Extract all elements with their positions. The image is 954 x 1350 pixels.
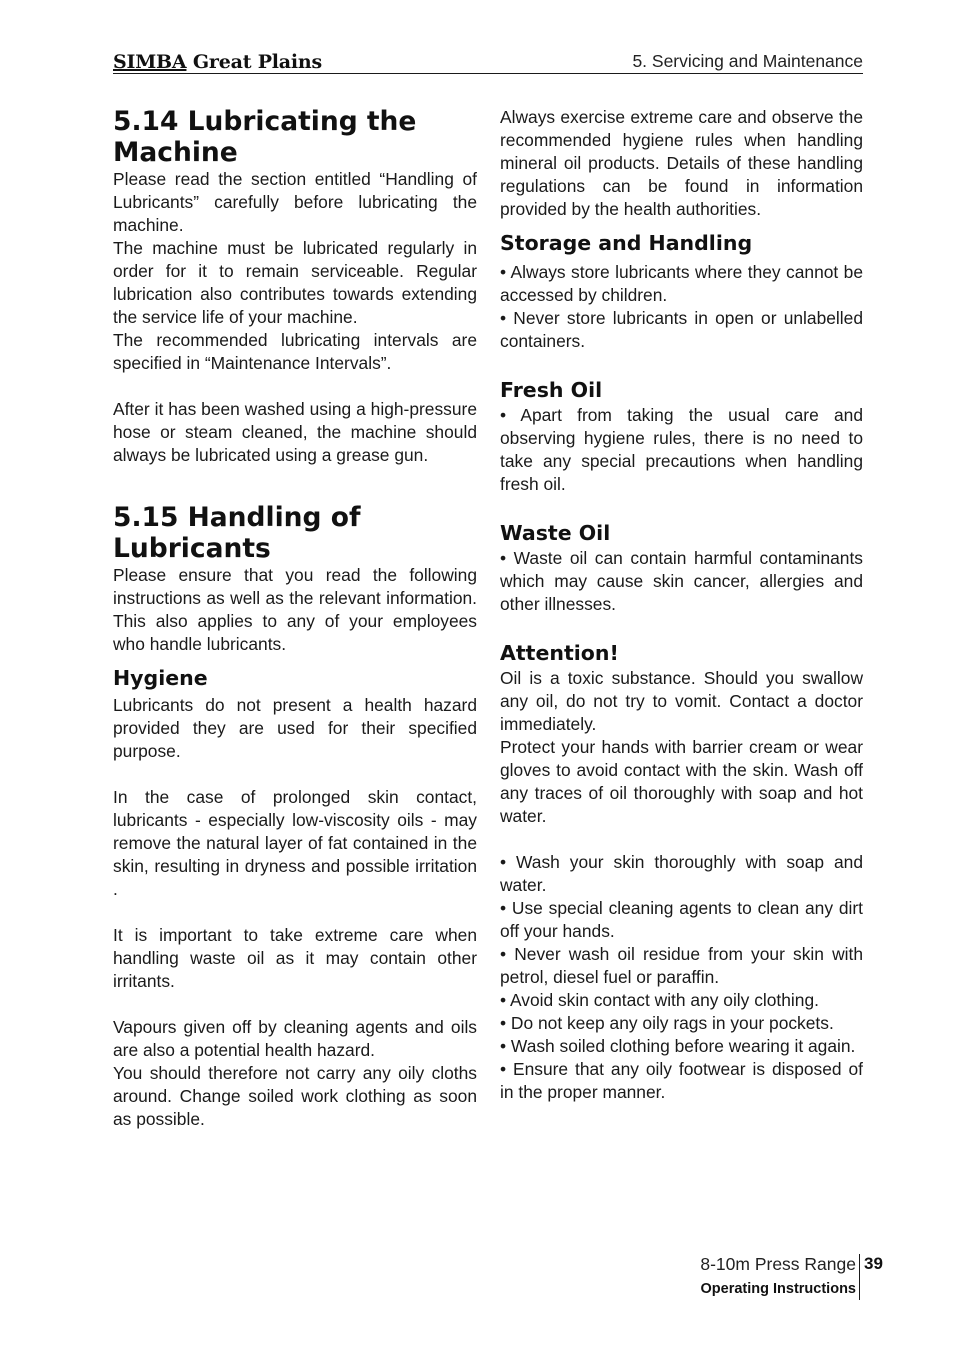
brand-great-plains: Great Plains [186, 51, 323, 73]
paragraph: You should therefore not carry any oily cloths around. Change soiled work clothing as soon as possible. [113, 1063, 477, 1129]
paragraph: The recommended lubricating intervals are specified in “Maintenance Intervals”. [113, 330, 477, 373]
right-column [500, 106, 863, 1104]
list-item: • Use special cleaning agents to clean any dirt off your hands. [500, 898, 863, 941]
heading-5-15: 5.15 Handling of Lubricants [113, 502, 361, 564]
heading-storage: Storage and Handling [500, 231, 753, 255]
paragraph: Please read the section entitled “Handling of Lubricants” carefully before lubricating the machine. [113, 169, 477, 235]
brand-simba: SIMBA [113, 51, 187, 73]
list-item: • Do not keep any oily rags in your pockets. [500, 1013, 834, 1033]
paragraph: It is important to take extreme care when handling waste oil as it may contain other irritants. [113, 925, 477, 991]
paragraph: The machine must be lubricated regularly in order for it to remain serviceable. Regular lubrication also contributes towards extending the service life of your machine. [113, 238, 477, 327]
list-item: • Always store lubricants where they cannot be accessed by children. [500, 262, 863, 305]
list-item: • Never store lubricants in open or unlabelled containers. [500, 308, 863, 351]
paragraph: After it has been washed using a high-pressure hose or steam cleaned, the machine should always be lubricated using a grease gun. [113, 399, 477, 465]
section-title: 5. Servicing and Maintenance [632, 51, 863, 71]
list-item: • Waste oil can contain harmful contaminants which may cause skin cancer, allergies and other illnesses. [500, 548, 863, 614]
paragraph: Protect your hands with barrier cream or wear gloves to avoid contact with the skin. Wash off any traces of oil thoroughly with soap and hot water. [500, 737, 863, 826]
paragraph: Lubricants do not present a health hazard provided they are used for their specified purpose. [113, 695, 477, 761]
list-item: • Avoid skin contact with any oily clothing. [500, 990, 819, 1010]
brand-logo [113, 51, 322, 73]
list-item: • Never wash oil residue from your skin with petrol, diesel fuel or paraffin. [500, 944, 863, 987]
paragraph: Always exercise extreme care and observe the recommended hygiene rules when handling mineral oil products. Details of these handling regulations can be found in information provided by the health authorities. [500, 107, 863, 219]
heading-5-14: 5.14 Lubricating the Machine [113, 106, 417, 168]
list-item: • Wash soiled clothing before wearing it again. [500, 1036, 856, 1056]
heading-waste-oil: Waste Oil [500, 521, 611, 545]
page-number: 39 [864, 1254, 883, 1273]
header-divider [113, 73, 863, 74]
list-item: • Apart from taking the usual care and observing hygiene rules, there is no need to take any special precautions when handling fresh oil. [500, 405, 863, 494]
footer-subtitle: Operating Instructions [700, 1281, 856, 1297]
paragraph: Oil is a toxic substance. Should you swallow any oil, do not try to vomit. Contact a doctor immediately. [500, 668, 863, 734]
paragraph: In the case of prolonged skin contact, lubricants - especially low-viscosity oils - may remove the natural layer of fat contained in the skin, resulting in dryness and possible irritation . [113, 787, 477, 899]
heading-attention: Attention! [500, 641, 619, 665]
footer-product-title: 8-10m Press Range [700, 1254, 856, 1274]
list-item: • Ensure that any oily footwear is disposed of in the proper manner. [500, 1059, 863, 1102]
paragraph: Please ensure that you read the following instructions as well as the relevant information. This also applies to any of your employees who handle lubricants. [113, 565, 477, 654]
footer-divider [859, 1254, 860, 1300]
paragraph: Vapours given off by cleaning agents and oils are also a potential health hazard. [113, 1017, 477, 1060]
list-item: • Wash your skin thoroughly with soap and water. [500, 852, 863, 895]
heading-fresh-oil: Fresh Oil [500, 378, 603, 402]
left-column [113, 106, 477, 1131]
heading-hygiene: Hygiene [113, 666, 208, 690]
